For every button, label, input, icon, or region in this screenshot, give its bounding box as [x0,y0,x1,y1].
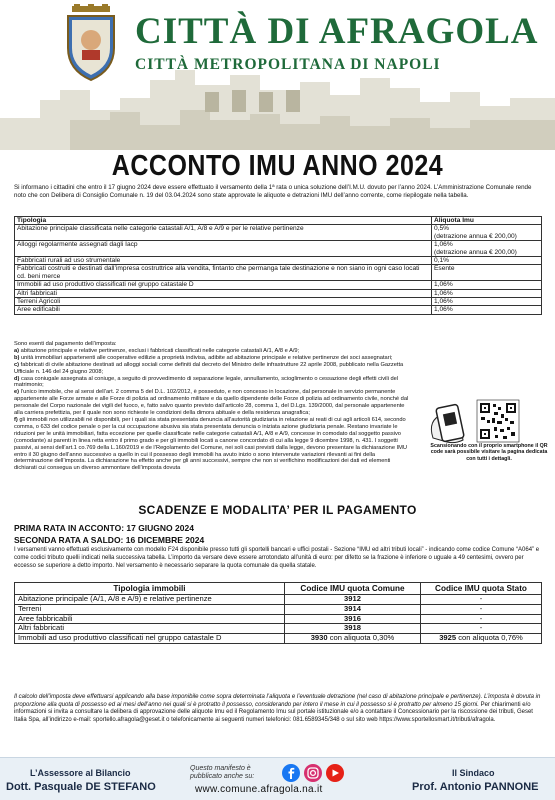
code-comune-note: con aliquota 0,30% [327,633,395,643]
code-stato: - [421,624,542,634]
list-item [14,389,414,417]
code-type: Terreni [15,604,285,614]
item-text: fabbricati di civile abitazione destinati ad alloggi sociali come definiti dal decreto del Ministro delle infrastrutture 22 aprile 2008, pubblicato nella Gazzetta Ufficiale n. 146 del 24 giugno 2008; [14,361,404,375]
rate-value: 0,1% [432,257,542,265]
manifest-note: Questo manifesto è pubblicato anche su: [190,765,255,780]
code-stato: - [421,595,542,605]
qr-graphic [425,398,551,478]
closing-text [14,694,542,725]
code-comune-value: 3912 [344,594,361,603]
list-item [14,417,414,472]
item-text: unità immobiliari appartenenti alle cooperative edilizie a proprietà indivisa, adibite ad abitazione principale e relative pertinenze dei soci assegnatari; [20,354,393,361]
item-letter: a) [14,347,20,354]
rate-type: Fabbricati rurali ad uso strumentale [15,257,432,265]
rates-header-type: Tipologia [15,217,432,225]
rate-value: 1,06% [432,289,542,297]
rate-note: (detrazione annua € 200,00) [434,232,517,240]
list-item [14,355,414,362]
rate-type: Alloggi regolarmente assegnati dagli Iacp [15,241,432,257]
code-type: Abitazione principale (A/1, A/8 e A/9) e relative pertinenze [15,595,285,605]
codes-header-comune: Codice IMU quota Comune [285,583,421,595]
table-row [15,595,542,605]
rate-value: 1,06% [432,306,542,314]
codes-table [14,582,542,644]
list-item [14,362,414,376]
rate-type: Terreni Agricoli [15,298,432,306]
item-text: abitazione principale e relative pertinenze, esclusi i fabbricati classificati nelle categorie catastali A/1, A/8 e A/9; [20,347,300,354]
rates-header-rate: Aliquota Imu [432,217,542,225]
codes-header-stato: Codice IMU quota Stato [421,583,542,595]
youtube-icon[interactable] [326,764,344,782]
rate-type: Immobili ad uso produttivo classificati nel gruppo catastale D [15,281,432,289]
rates-header-row [15,217,542,225]
codes-header-row [15,583,542,595]
exemptions-lead: Sono esenti dal pagamento dell’imposta: [14,341,117,347]
code-comune-value: 3930 [310,633,328,643]
smartphone-icon [431,404,464,443]
city-subtitle: CITTÀ METROPOLITANA DI NAPOLI [135,56,441,73]
first-installment: PRIMA RATA IN ACCONTO: 17 GIUGNO 2024 [14,523,194,533]
city-title: CITTÀ DI AFRAGOLA [135,11,539,52]
qr-caption: Scansionando con il proprio smartphone il QR code sarà possibile visitare la pagina dedicata con tutti i dettagli. [430,443,548,462]
table-row [15,289,542,297]
rate-number: 1,06% [434,241,453,249]
list-item [14,376,414,390]
table-row [15,306,542,314]
crest-icon [62,4,120,84]
code-comune-value: 3916 [344,613,361,623]
intro-text: Si informano i cittadini che entro il 17 giugno 2024 deve essere effettuato il versamento della 1ª rata o unica soluzione dell’I.M.U. dovuto per l’anno 2024. L’Amministrazione Comunale rende noto che con Delibera di Consiglio Comunale n. 19 del 03.04.2024 sono state approvate le aliquote e detrazioni IMU dell’anno corrente, come riepilogate nella tabella. [14,184,532,199]
item-text: casa coniugale assegnata al coniuge, a seguito di provvedimento di separazione legale, annullamento, scioglimento o cessazione degli effetti civili del matrimonio; [14,375,399,389]
exemptions-text [14,341,414,472]
qr-code-icon[interactable] [477,400,519,442]
code-comune-value: 3918 [344,623,361,633]
rate-value: 1,06% [432,298,542,306]
assessore-name: Dott. Pasquale DE STEFANO [6,781,156,793]
code-stato-note: con aliquota 0,76% [456,633,523,643]
facebook-icon[interactable] [282,764,300,782]
f24-text: I versamenti vanno effettuati esclusivamente con modello F24 disponibile presso tutti gli sportelli bancari e uffici postali - Sezione “IMU ed altri tributi locali” - indicando come codice Comune “A064” e come codici tributo quelli indicati nella successiva tabella. L’importo da versare deve essere arrotondato all’unità di euro: per difetto se la frazione è inferiore o uguale a 49 centesimi, ovvero per eccesso se superiore a detto importo. Nel versamento è necessario separare la quota comunale da quella statale. [14,547,540,569]
closing-regular: Per chiarimenti e/o informazioni si invita a consultare la delibera di approvazione delle aliquote Imu ed il Regolamento Imu sul portale istituzionale e/o a contattare il Concessionario per la riscossione dei tributi, Geset Italia Spa, all’indirizzo e-mail: sportello.afragola@geset.it o telefonicamente ai seguenti numeri telefonici: 081.6589345/348 o sul sito web https://www.sportellosmart.it/tributi/afragola. [14,701,533,724]
table-row [15,614,542,624]
item-letter: d) [14,375,20,382]
codes-header-type: Tipologia immobili [15,583,285,595]
code-stato-value: 3925 [439,633,457,643]
item-text: gli immobili non utilizzabili né disponibili, per i quali sia stata presentata denuncia all’autorità giudiziaria in relazione ai reati di cui agli articoli 614, secondo comma, o 633 del codice penale o per la cui occupazione abusiva sia stata presentata denuncia o iniziata azione giudiziaria penale. Restano invariate le riduzioni per le unità immobiliari, fatta eccezione per quelle classificate nelle categorie catastali A/1, A/8 e A/9, concesse in comodato dal soggetto passivo (comodante) ai parenti in linea retta entro il primo grado e per gli immobili locati a canone concordato di cui alla legge 9 dicembre 1998, n. 431. I soggetti passivi, ai sensi dell’art.1 co.769 della L.160/2019 e de l’Regolamento del Comune, nei soli casi previsti dalla legge, devono presentare la dichiarazione IMU entro il 30 giugno dell’anno successivo a quello in cui il possesso degli immobili ha avuto inizio o sono intervenute variazioni rilevanti ai fini della determinazione dell’imposta. La dichiarazione ha effetto anche per gli anni successivi, sempre che non si verifichino modificazioni dei dati ed elementi dichiarati cui consegua un diverso ammontare dell’imposta dovuta [14,416,407,472]
rate-value: Esente [432,265,542,281]
rate-type: Aree edificabili [15,306,432,314]
table-row [15,281,542,289]
rates-table [14,216,542,315]
code-type: Altri fabbricati [15,624,285,634]
rate-type: Fabbricati costruiti e destinati dall’impresa costruttrice alla vendita, fintanto che permanga tale destinazione e non siano in ogni caso locati cd. beni merce [15,265,432,281]
table-row [15,634,542,644]
rate-value: 1,06% [432,281,542,289]
rate-number: 0,5% [434,225,450,233]
item-letter: b) [14,354,20,361]
sindaco-role: Il Sindaco [452,768,495,778]
item-letter: e) [14,389,20,396]
main-title: ACCONTO IMU ANNO 2024 [111,149,444,183]
closing-italic: Il calcolo dell’imposta deve effettuarsi applicando alla base imponibile come sopra determinata l’aliquota e l’eventuale detrazione (nel caso di abitazione principale e pertinenze). L’imposta è dovuta in proporzione alla quota di possesso ed ai mesi dell’anno nei quali si è protratto il possesso, considerando per intero il mese in cui il possesso si è protratto per almeno 15 giorni. [14,694,541,708]
website-link[interactable]: www.comune.afragola.na.it [195,784,323,795]
code-type: Aree fabbricabili [15,614,285,624]
rate-type: Altri fabbricati [15,289,432,297]
instagram-icon[interactable] [304,764,322,782]
sindaco-name: Prof. Antonio PANNONE [412,781,539,793]
list-item [14,348,414,355]
code-type: Immobili ad uso produttivo classificati nel gruppo catastale D [15,634,285,644]
assessore-role: L’Assessore al Bilancio [30,768,131,778]
social-icons [281,763,381,783]
rate-value [432,225,542,241]
item-text: l’unico immobile, che al sensi dell’art. 2 comma 5 del D.L. 102/2012, è posseduto, e non concesso in locazione, dal personale in servizio permanente appartenente alle Forze armate e alle Forze di polizia ad ordinamento militare e da quello dipendente delle Forze di polizia ad ordinamento civile, nonché dal personale del Corpo nazionale dei vigili del fuoco, e, fatto salvo quanto previsto dall’articolo 28, comma 1, del D.Lgs. 139/2000, dal personale appartenente alla carriera prefettizia, per il quale non sono richieste le condizioni della dimora abituale e della residenza anagrafica; [14,389,409,417]
table-row [15,257,542,265]
item-letter: f) [14,416,18,423]
rate-type: Abitazione principale classificata nelle categorie catastali A/1, A/8 e A/9 e per le relative pertinenze [15,225,432,241]
item-letter: c) [14,361,20,368]
code-stato: - [421,604,542,614]
code-comune-value: 3914 [344,603,361,613]
header [0,0,555,150]
code-stato: - [421,614,542,624]
footer [0,757,555,800]
table-row [15,265,542,281]
rate-value [432,241,542,257]
section-title: SCADENZE E MODALITA’ PER IL PAGAMENTO [138,503,417,517]
rate-note: (detrazione annua € 200,00) [434,248,517,256]
table-row [15,225,542,241]
table-row [15,298,542,306]
table-row [15,241,542,257]
second-installment: SECONDA RATA A SALDO: 16 DICEMBRE 2024 [14,535,205,545]
code-comune [285,634,421,644]
code-stato [421,634,542,644]
table-row [15,604,542,614]
